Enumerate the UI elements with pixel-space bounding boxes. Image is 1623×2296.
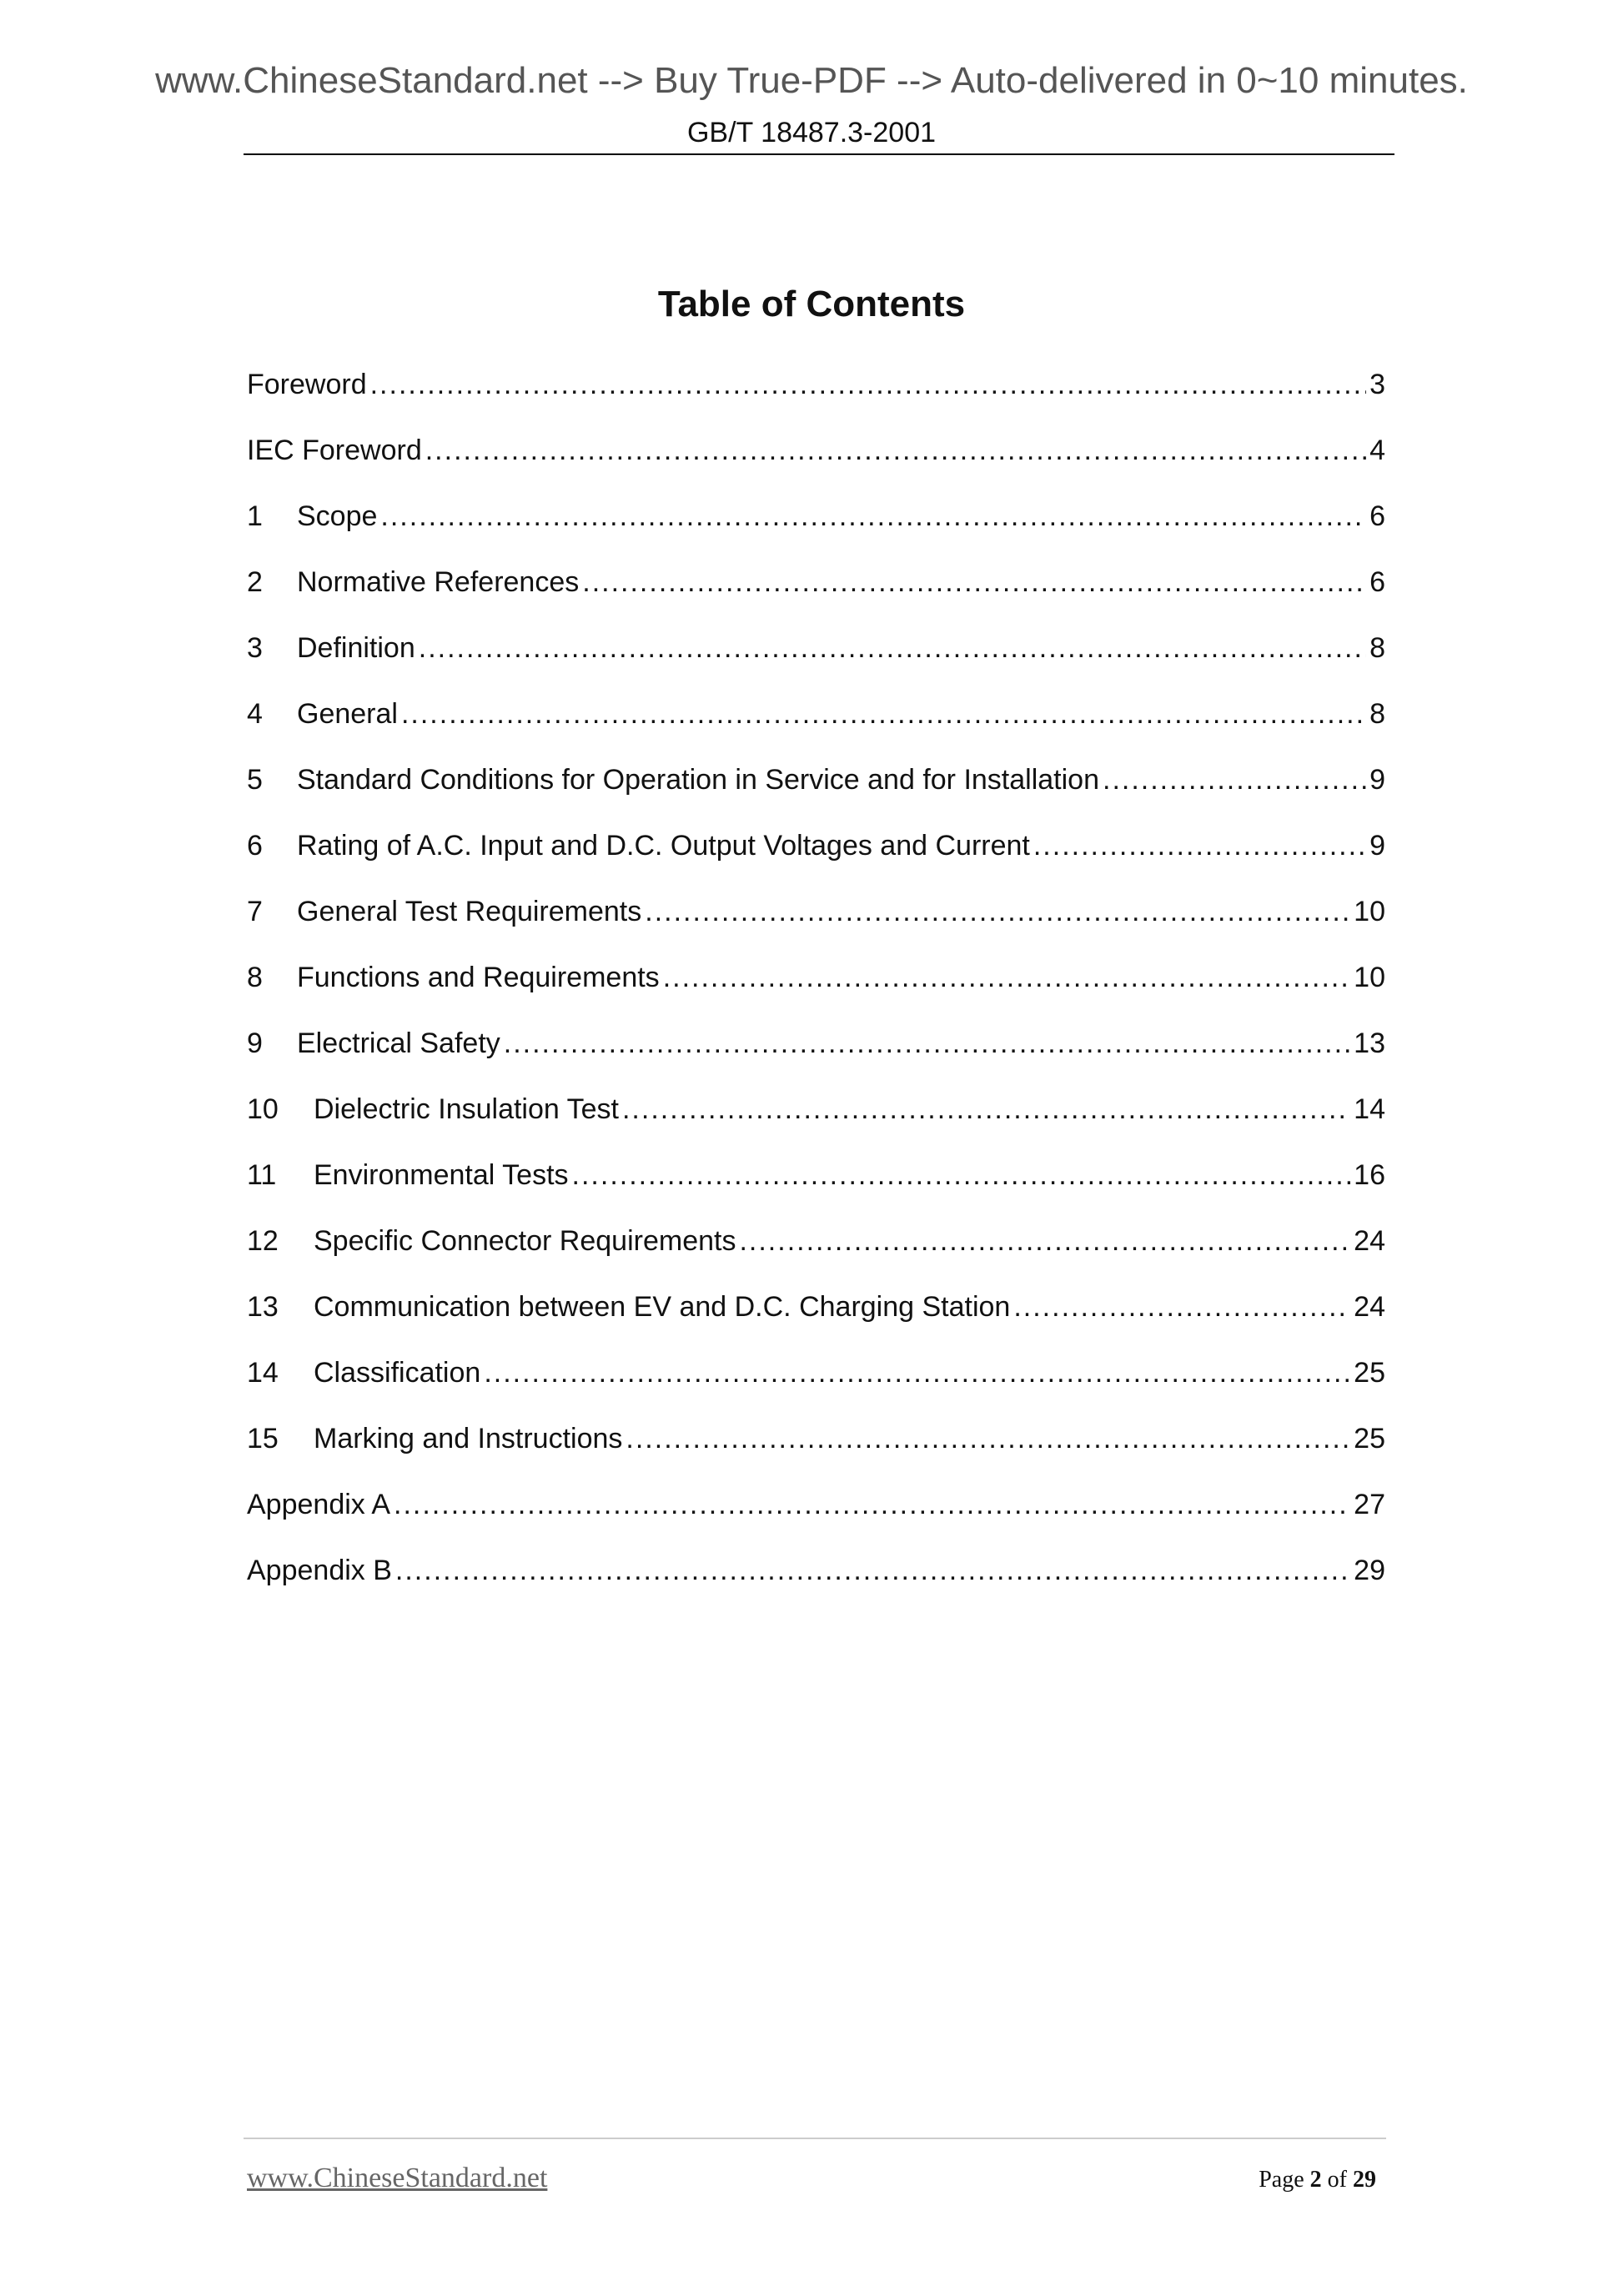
- toc-entry-page: 27: [1354, 1489, 1385, 1520]
- footer-website-link[interactable]: www.ChineseStandard.net: [247, 2163, 548, 2193]
- toc-entry-text: Appendix B: [247, 1555, 392, 1586]
- toc-entry-page: 14: [1354, 1093, 1385, 1125]
- dot-leader: [1033, 830, 1366, 862]
- toc-entry-8[interactable]: [247, 962, 1385, 1027]
- toc-entry-text: Appendix A: [247, 1489, 391, 1520]
- dot-leader: [1013, 1291, 1350, 1324]
- toc-entry-15[interactable]: [247, 1423, 1385, 1489]
- dot-leader: [370, 369, 1366, 401]
- toc-entry-text: Environmental Tests: [314, 1159, 569, 1191]
- toc-entry-page: 8: [1369, 632, 1385, 664]
- toc-entry-page: 8: [1369, 698, 1385, 730]
- dot-leader: [425, 435, 1366, 467]
- toc-entry-number: 7: [247, 896, 263, 927]
- toc-entry-page: 9: [1369, 830, 1385, 862]
- toc-entry-text: General: [297, 698, 398, 730]
- toc-entry-number: 2: [247, 566, 263, 598]
- toc-entry-page: 10: [1354, 962, 1385, 993]
- page-of-label: of: [1327, 2167, 1347, 2193]
- toc-entry-iec-foreword[interactable]: [247, 435, 1385, 500]
- toc-entry-6[interactable]: [247, 830, 1385, 896]
- toc-entry-number: 3: [247, 632, 263, 664]
- toc-entry-text: Rating of A.C. Input and D.C. Output Voltages and Current: [297, 830, 1030, 862]
- dot-leader: [380, 500, 1366, 533]
- toc-entry-number: 1: [247, 500, 263, 532]
- toc-entry-number: 5: [247, 764, 263, 796]
- dot-leader: [663, 962, 1350, 994]
- dot-leader: [395, 1555, 1350, 1587]
- toc-entry-page: 4: [1369, 435, 1385, 466]
- toc-entry-10[interactable]: [247, 1093, 1385, 1159]
- toc-entry-page: 16: [1354, 1159, 1385, 1191]
- dot-leader: [484, 1357, 1350, 1389]
- toc-entry-1[interactable]: [247, 500, 1385, 566]
- toc-entry-number: 8: [247, 962, 263, 993]
- toc-entry-2[interactable]: [247, 566, 1385, 632]
- toc-entry-text: Definition: [297, 632, 415, 664]
- dot-leader: [401, 698, 1366, 731]
- toc-entry-page: 6: [1369, 500, 1385, 532]
- toc-entry-7[interactable]: [247, 896, 1385, 962]
- toc-entry-page: 24: [1354, 1225, 1385, 1257]
- dot-leader: [504, 1027, 1350, 1060]
- toc-entry-14[interactable]: [247, 1357, 1385, 1423]
- toc-entry-number: 14: [247, 1357, 279, 1389]
- page-current: 2: [1309, 2167, 1322, 2193]
- dot-leader: [1103, 764, 1366, 796]
- dot-leader: [572, 1159, 1351, 1192]
- toc-entry-page: 6: [1369, 566, 1385, 598]
- toc-entry-number: 10: [247, 1093, 279, 1125]
- toc-entry-text: Marking and Instructions: [314, 1423, 623, 1454]
- dot-leader: [394, 1489, 1350, 1521]
- toc-entry-text: Normative References: [297, 566, 580, 598]
- toc-entry-page: 3: [1369, 369, 1385, 400]
- dot-leader: [622, 1093, 1350, 1126]
- toc-entry-text: Classification: [314, 1357, 481, 1389]
- toc-entry-foreword[interactable]: [247, 369, 1385, 435]
- page-total: 29: [1353, 2167, 1376, 2193]
- toc-entry-text: Standard Conditions for Operation in Service and for Installation: [297, 764, 1099, 796]
- toc-entry-text: Foreword: [247, 369, 367, 400]
- toc-list: [247, 369, 1385, 1620]
- footer-divider: [244, 2138, 1386, 2139]
- toc-entry-number: 11: [247, 1159, 277, 1191]
- dot-leader: [626, 1423, 1350, 1455]
- toc-entry-5[interactable]: [247, 764, 1385, 830]
- dot-leader: [645, 896, 1350, 928]
- page-number: [1259, 2167, 1376, 2193]
- toc-entry-11[interactable]: [247, 1159, 1385, 1225]
- toc-entry-text: Dielectric Insulation Test: [314, 1093, 619, 1125]
- toc-entry-text: General Test Requirements: [297, 896, 642, 927]
- toc-entry-text: Electrical Safety: [297, 1027, 500, 1059]
- toc-entry-13[interactable]: [247, 1291, 1385, 1357]
- toc-entry-number: 15: [247, 1423, 279, 1454]
- toc-entry-3[interactable]: [247, 632, 1385, 698]
- toc-entry-4[interactable]: [247, 698, 1385, 764]
- dot-leader: [419, 632, 1366, 665]
- toc-entry-page: 10: [1354, 896, 1385, 927]
- toc-entry-text: Communication between EV and D.C. Charging Station: [314, 1291, 1011, 1323]
- toc-entry-text: IEC Foreword: [247, 435, 422, 466]
- toc-entry-9[interactable]: [247, 1027, 1385, 1093]
- toc-entry-page: 24: [1354, 1291, 1385, 1323]
- toc-entry-number: 6: [247, 830, 263, 862]
- toc-entry-12[interactable]: [247, 1225, 1385, 1291]
- header-banner[interactable]: www.ChineseStandard.net --> Buy True-PDF --> Auto-delivered in 0~10 minutes.: [155, 60, 1468, 101]
- toc-entry-number: 12: [247, 1225, 279, 1257]
- toc-entry-number: 9: [247, 1027, 263, 1059]
- toc-entry-text: Functions and Requirements: [297, 962, 660, 993]
- toc-entry-page: 13: [1354, 1027, 1385, 1059]
- toc-entry-text: Specific Connector Requirements: [314, 1225, 736, 1257]
- header-divider: [244, 153, 1394, 155]
- page-label: Page: [1259, 2167, 1304, 2193]
- toc-entry-page: 25: [1354, 1423, 1385, 1454]
- page-title: Table of Contents: [657, 284, 966, 324]
- toc-entry-appendix-a[interactable]: [247, 1489, 1385, 1555]
- standard-code: GB/T 18487.3-2001: [686, 117, 937, 148]
- dot-leader: [582, 566, 1366, 599]
- toc-entry-appendix-b[interactable]: [247, 1555, 1385, 1620]
- toc-entry-text: Scope: [297, 500, 378, 532]
- toc-entry-page: 29: [1354, 1555, 1385, 1586]
- dot-leader: [739, 1225, 1350, 1258]
- toc-entry-page: 9: [1369, 764, 1385, 796]
- toc-entry-number: 4: [247, 698, 263, 730]
- toc-entry-page: 25: [1354, 1357, 1385, 1389]
- toc-entry-number: 13: [247, 1291, 279, 1323]
